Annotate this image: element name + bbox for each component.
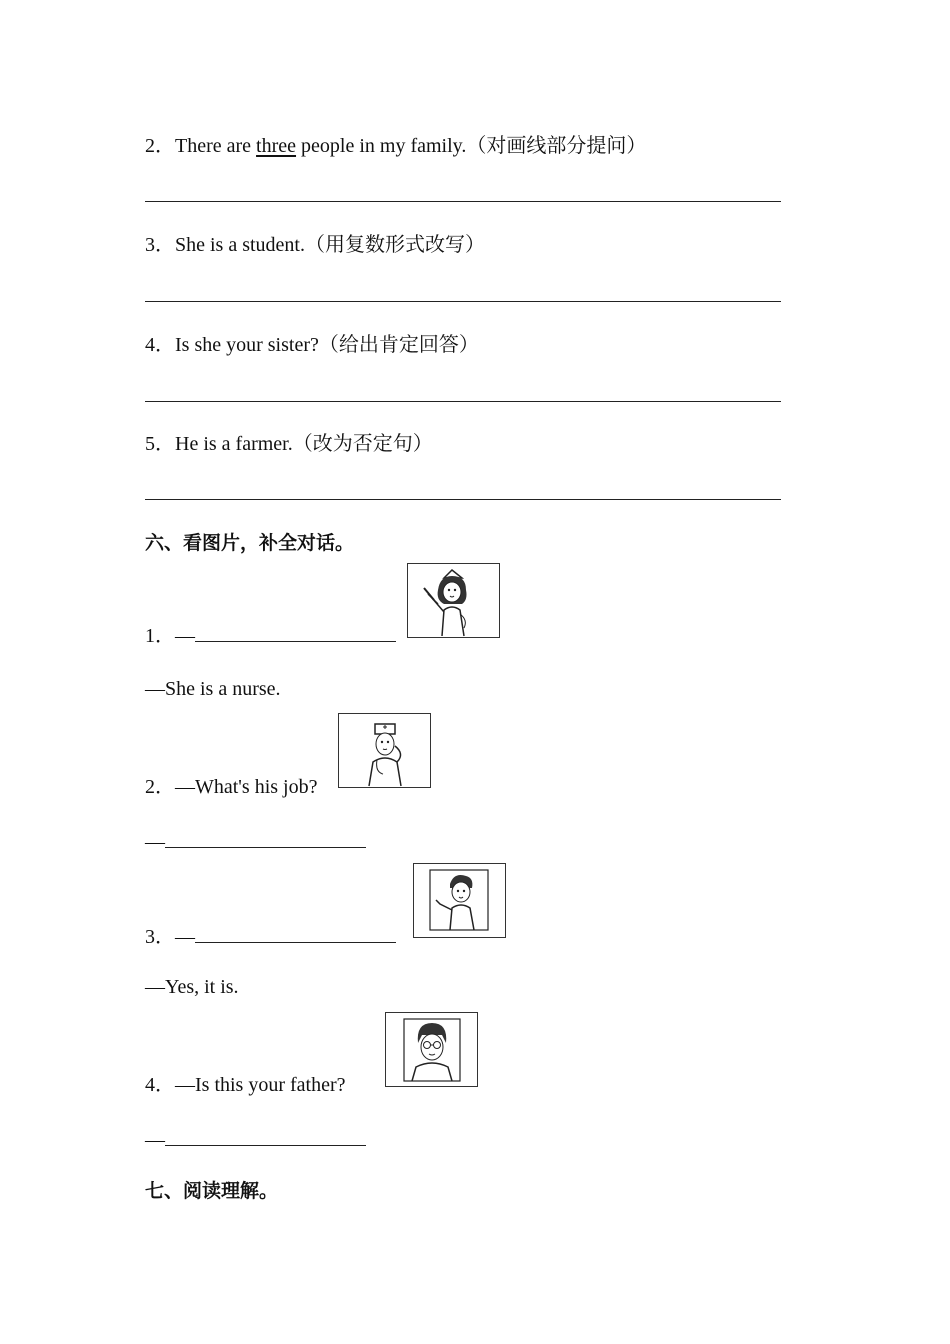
dialog-reply-1: —She is a nurse.	[145, 678, 281, 700]
question-text: Is she your sister?	[175, 334, 319, 356]
dialog-reply-4	[145, 1127, 366, 1152]
boy-icon	[413, 863, 506, 938]
dialog-dash: —	[145, 1129, 165, 1151]
item-number: 1．	[145, 625, 175, 647]
dialog-dash: —	[145, 831, 165, 853]
question-text: There are	[175, 135, 257, 157]
dialog-dash: —	[175, 625, 195, 647]
answer-line[interactable]	[145, 301, 781, 302]
dialog-question: —What's his job?	[175, 776, 318, 798]
item-number: 3．	[145, 926, 175, 948]
question-instruction: （用复数形式改写）	[305, 234, 485, 256]
question-2	[145, 129, 646, 158]
nurse-icon	[407, 563, 500, 638]
question-4	[145, 328, 479, 357]
answer-blank[interactable]	[195, 623, 396, 642]
answer-line[interactable]	[145, 201, 781, 202]
question-number: 5．	[145, 433, 175, 455]
question-instruction: （对画线部分提问）	[466, 135, 647, 157]
answer-blank[interactable]	[165, 1127, 366, 1146]
answer-blank[interactable]	[165, 829, 366, 848]
dialog-reply-3: —Yes, it is.	[145, 976, 239, 998]
question-number: 4．	[145, 334, 175, 356]
question-text: He is a farmer.	[175, 433, 293, 455]
dialog-reply-2	[145, 829, 366, 854]
question-5	[145, 427, 433, 456]
doctor-icon	[338, 713, 431, 788]
underlined-word: three	[256, 135, 297, 157]
dialog-dash: —	[175, 926, 195, 948]
section-6-heading: 六、看图片，补全对话。	[145, 532, 355, 554]
question-instruction: （给出肯定回答）	[318, 334, 479, 356]
father-icon	[385, 1012, 478, 1087]
question-text: She is a student.	[175, 234, 305, 256]
answer-blank[interactable]	[195, 924, 396, 943]
dialog-item-3	[145, 920, 396, 949]
item-number: 2．	[145, 776, 175, 798]
dialog-item-2	[145, 770, 317, 799]
answer-line[interactable]	[145, 499, 781, 500]
question-3	[145, 228, 485, 257]
dialog-item-1	[145, 619, 396, 648]
item-number: 4．	[145, 1074, 175, 1096]
question-instruction: （改为否定句）	[292, 433, 433, 455]
dialog-item-4	[145, 1068, 346, 1097]
question-number: 2．	[145, 135, 175, 157]
section-7-heading: 七、阅读理解。	[145, 1180, 279, 1202]
question-text: people in my family.	[296, 135, 467, 157]
answer-line[interactable]	[145, 401, 781, 402]
dialog-question: —Is this your father?	[175, 1074, 346, 1096]
question-number: 3．	[145, 234, 175, 256]
